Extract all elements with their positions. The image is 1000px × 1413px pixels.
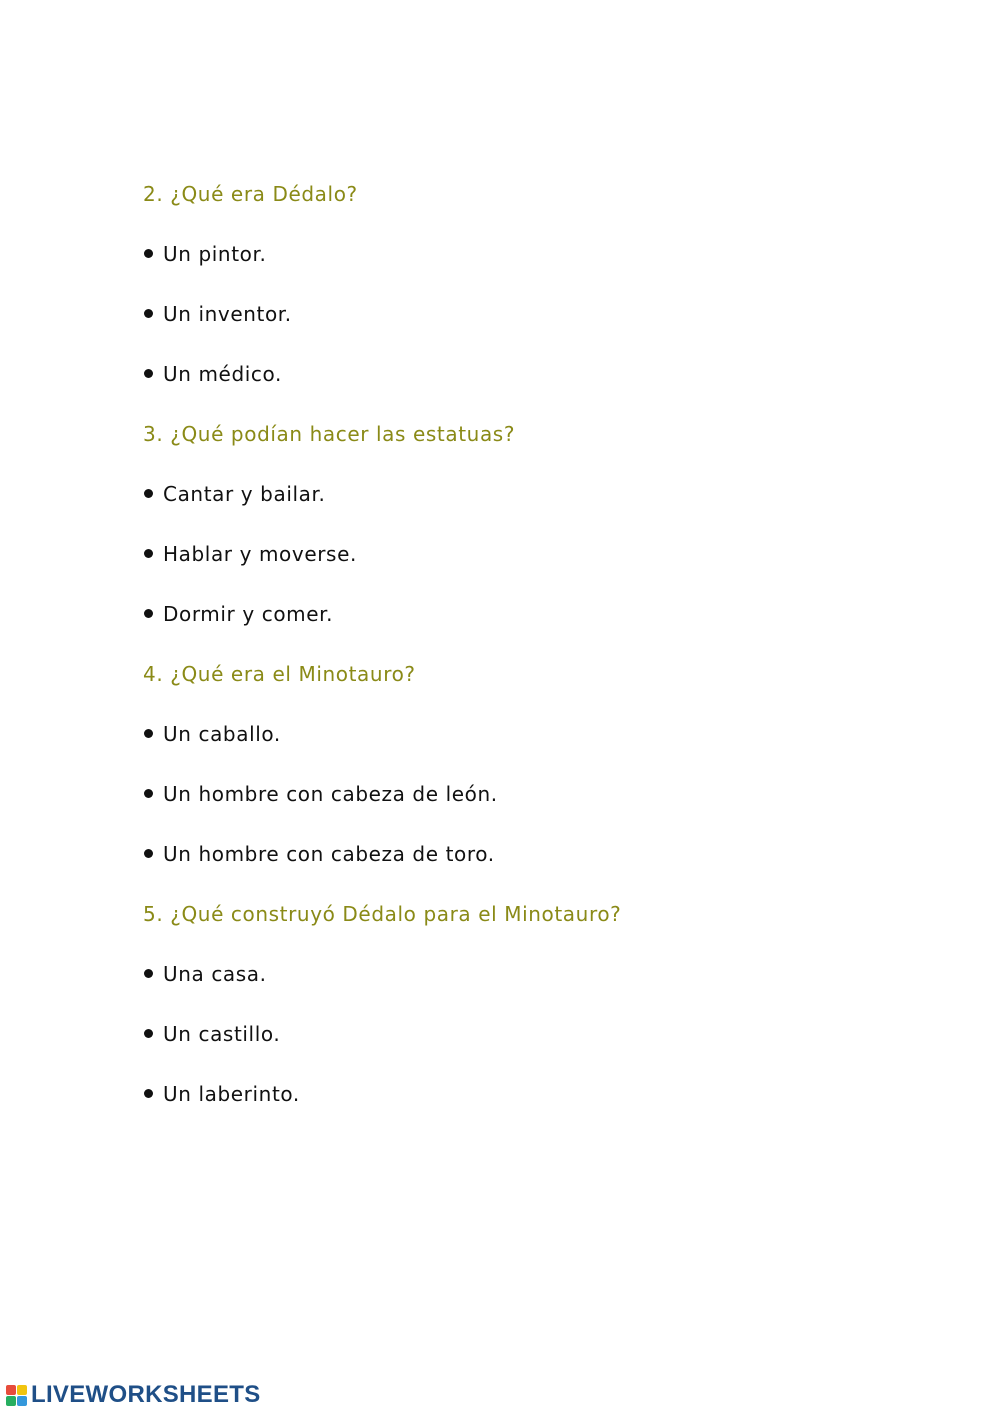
- option-text: Un caballo.: [163, 722, 281, 746]
- bullet-icon: [143, 716, 163, 752]
- bullet-icon: [143, 776, 163, 812]
- bullet-icon: [143, 596, 163, 632]
- quiz: [143, 176, 903, 1136]
- logo-tile: [6, 1385, 16, 1395]
- answer-option[interactable]: [143, 776, 903, 836]
- bullet-icon: [143, 956, 163, 992]
- brand-name: LIVEWORKSHEETS: [31, 1381, 261, 1408]
- option-text: Un laberinto.: [163, 1082, 300, 1106]
- answer-option[interactable]: [143, 956, 903, 1016]
- bullet-icon: [143, 476, 163, 512]
- bullet-icon: [143, 356, 163, 392]
- bullet-icon: [143, 836, 163, 872]
- bullet-icon: [143, 536, 163, 572]
- option-text: Una casa.: [163, 962, 267, 986]
- logo-tile: [17, 1396, 27, 1406]
- question-3: [143, 416, 903, 656]
- answer-option[interactable]: [143, 536, 903, 596]
- question-2: [143, 176, 903, 416]
- liveworksheets-logo-icon: [6, 1385, 27, 1406]
- answer-option[interactable]: [143, 836, 903, 896]
- question-title: 5. ¿Qué construyó Dédalo para el Minotauro?: [143, 902, 622, 926]
- option-text: Dormir y comer.: [163, 602, 334, 626]
- answer-option[interactable]: [143, 356, 903, 416]
- bullet-icon: [143, 1076, 163, 1112]
- question-4: [143, 656, 903, 896]
- question-title: 3. ¿Qué podían hacer las estatuas?: [143, 422, 516, 446]
- option-text: Hablar y moverse.: [163, 542, 357, 566]
- option-text: Un hombre con cabeza de toro.: [163, 842, 495, 866]
- footer-brand[interactable]: [6, 1380, 261, 1410]
- question-title: 4. ¿Qué era el Minotauro?: [143, 662, 416, 686]
- answer-option[interactable]: [143, 1076, 903, 1136]
- logo-tile: [17, 1385, 27, 1395]
- answer-option[interactable]: [143, 296, 903, 356]
- question-title: 2. ¿Qué era Dédalo?: [143, 182, 358, 206]
- option-text: Un castillo.: [163, 1022, 281, 1046]
- answer-option[interactable]: [143, 716, 903, 776]
- option-text: Un inventor.: [163, 302, 292, 326]
- bullet-icon: [143, 296, 163, 332]
- bullet-icon: [143, 1016, 163, 1052]
- answer-option[interactable]: [143, 596, 903, 656]
- logo-tile: [6, 1396, 16, 1406]
- answer-option[interactable]: [143, 476, 903, 536]
- answer-option[interactable]: [143, 236, 903, 296]
- option-text: Cantar y bailar.: [163, 482, 326, 506]
- option-text: Un médico.: [163, 362, 282, 386]
- question-5: [143, 896, 903, 1136]
- option-text: Un hombre con cabeza de león.: [163, 782, 498, 806]
- bullet-icon: [143, 236, 163, 272]
- answer-option[interactable]: [143, 1016, 903, 1076]
- option-text: Un pintor.: [163, 242, 267, 266]
